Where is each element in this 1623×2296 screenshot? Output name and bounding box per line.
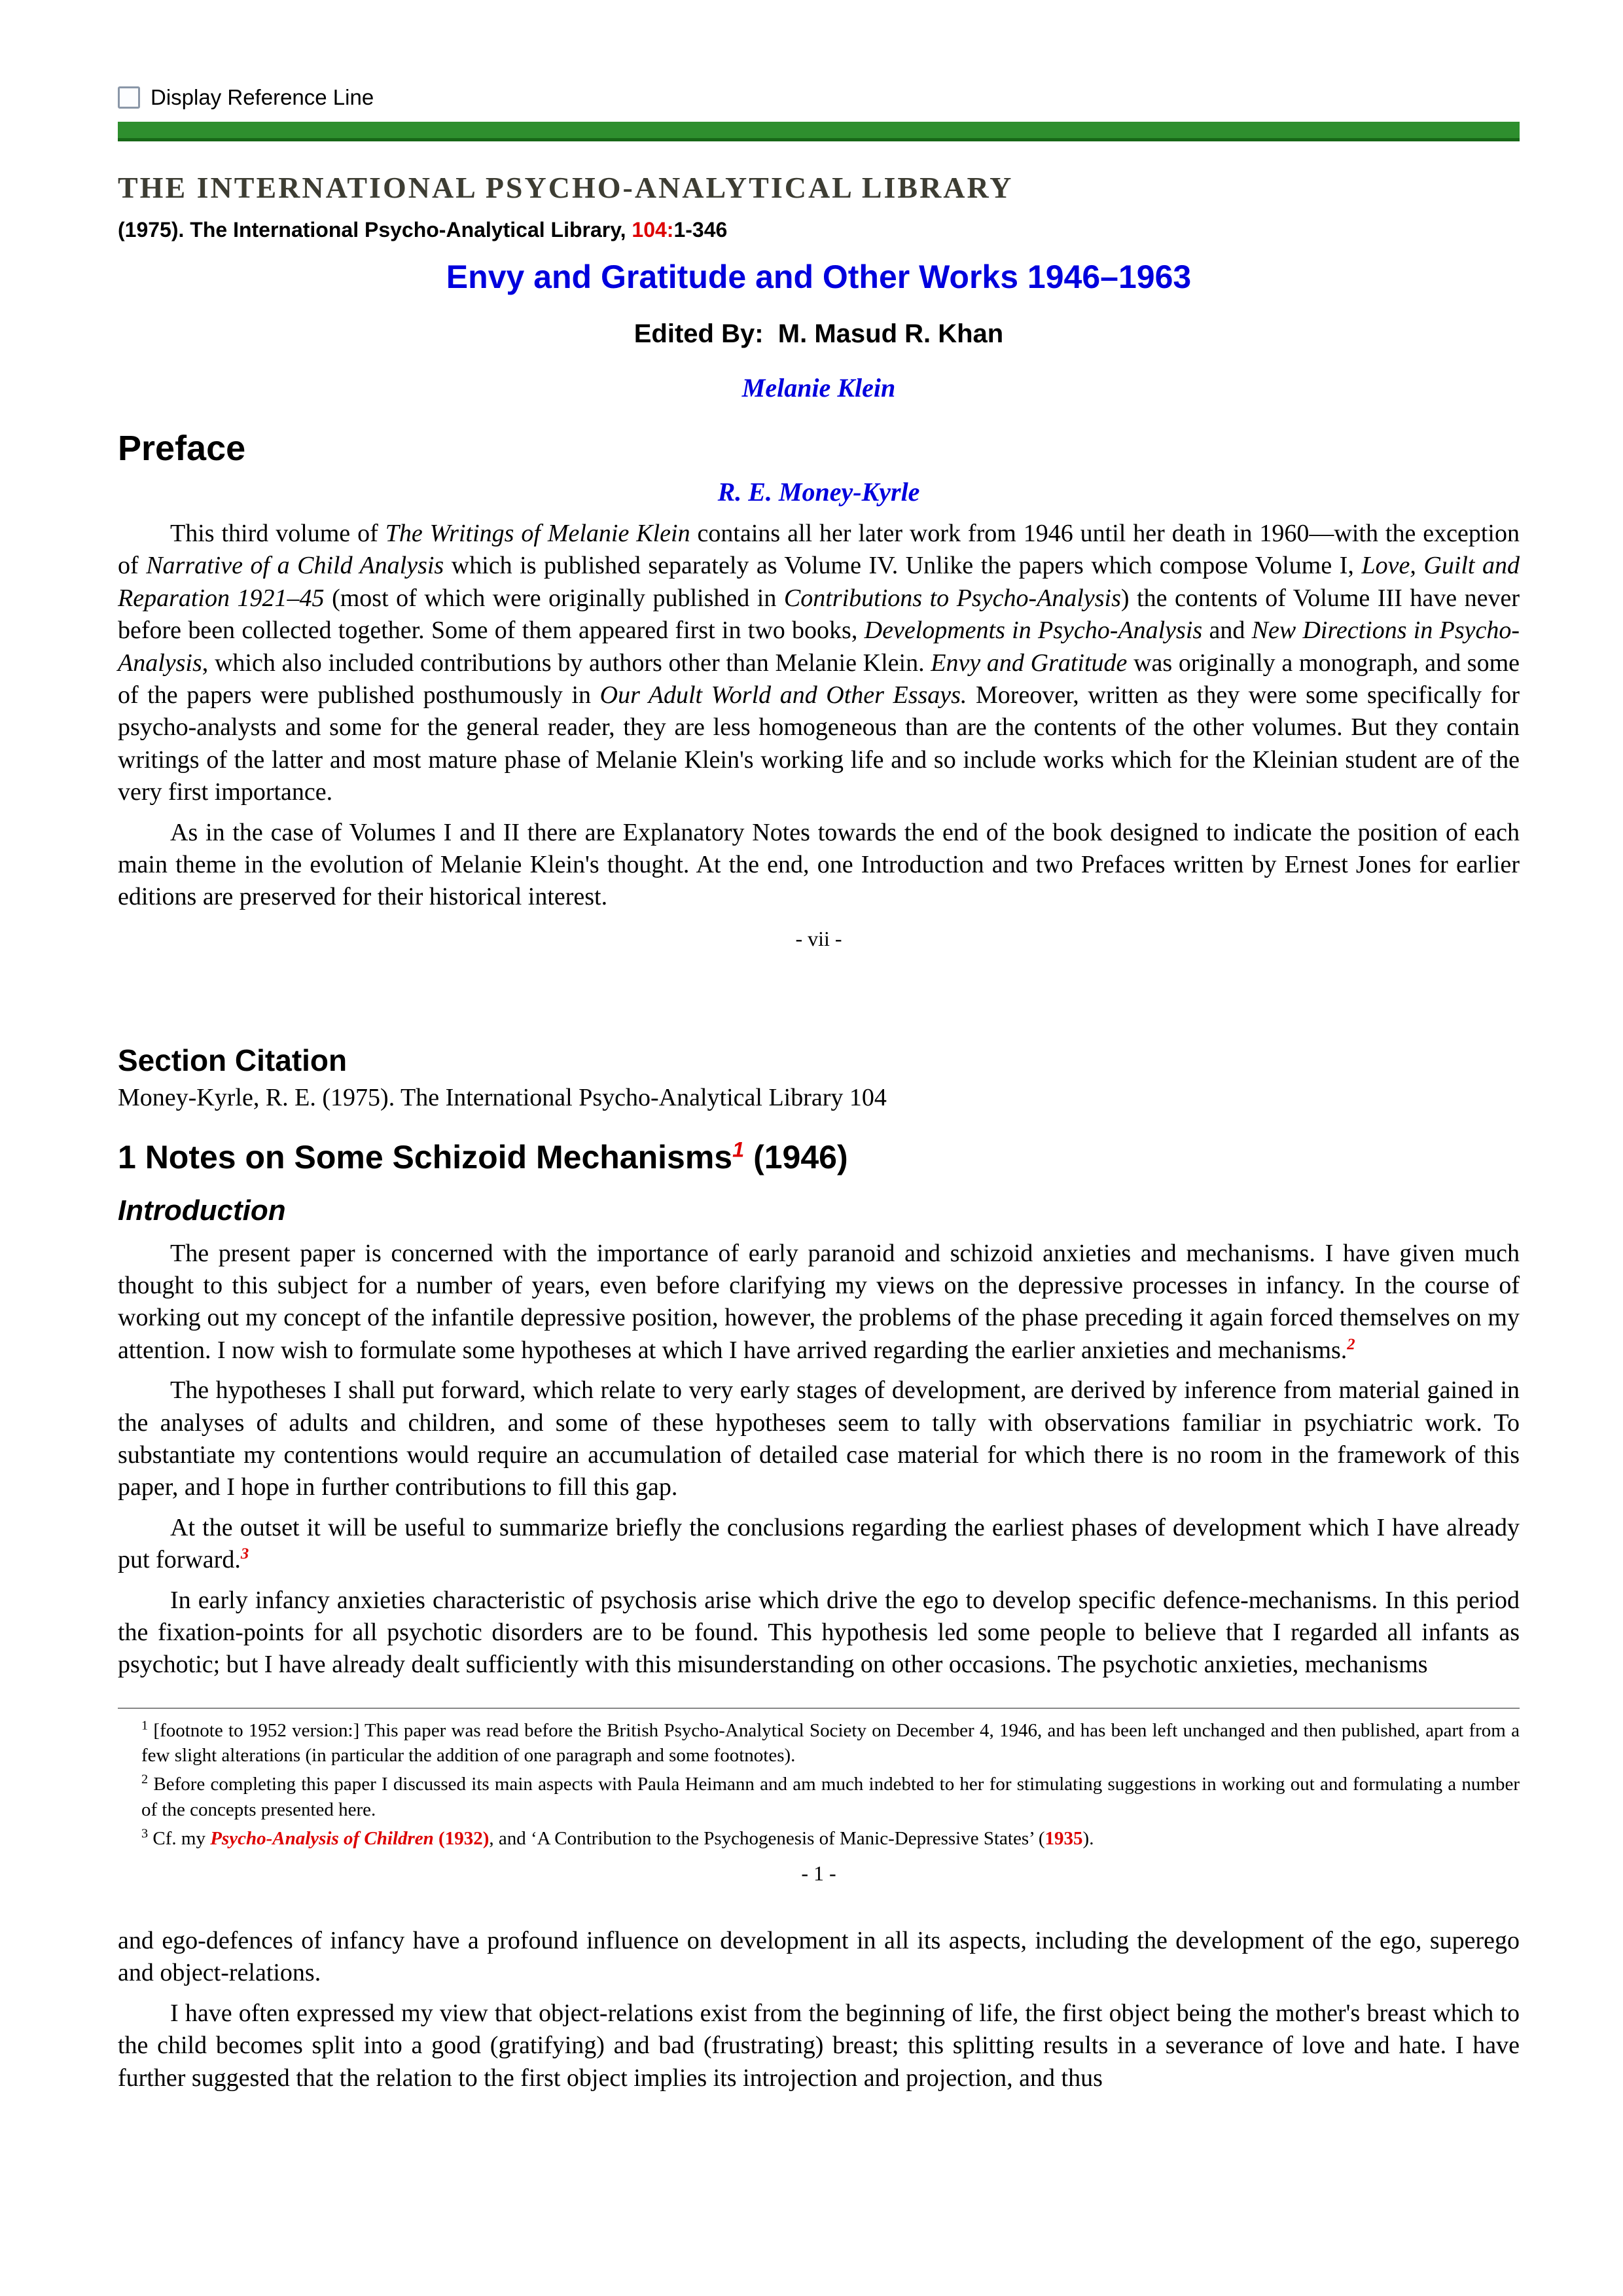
- text-segment: The present paper is concerned with the importance of early paranoid and schizoid anxieties and mechanisms. I have given much thought to this subject for a number of years, even before clarifying my views on the depressive processes in infancy. In the course of working out my concept of the infantile depressive position, however, the problems of the phase preceding it again forced themselves on my attention. I now wish to formulate some hypotheses at which I have arrived regarding the earlier anxieties and mechanisms.: [118, 1239, 1520, 1364]
- text-segment: , and ‘A Contribution to the Psychogenesis of Manic-Depressive States’ (: [489, 1827, 1045, 1849]
- text-segment: Envy and Gratitude: [931, 649, 1128, 677]
- text-segment: 1935: [1044, 1827, 1083, 1849]
- introduction-heading: Introduction: [118, 1194, 286, 1227]
- text-segment: Before completing this paper I discussed its main aspects with Paula Heimann and am much indebted to her for stimulating suggestions in working out and formulating a number of the concepts presented here.: [141, 1774, 1520, 1820]
- article-paragraph: In early infancy anxieties characteristic of psychosis arise which drive the ego to develop specific defence-mechanisms. In this period the fixation-points for all psychotic disorders are to be found. This hypothesis led some people to believe that I regarded all infants as psychotic; but I have already dealt sufficiently with this misunderstanding on other occasions. The psychotic anxieties, mechanisms: [118, 1586, 1520, 1679]
- article-paragraph: The hypotheses I shall put forward, which relate to very early stages of development, are derived by inference from material gained in the analyses of adults and children, and some of these hypotheses seem to tally with observations familiar in psychiatric work. To substantiate my contentions would require an accumulation of detailed case material for which there is no room in the framework of this paper, and I hope in further contributions to fill this gap.: [118, 1376, 1520, 1501]
- text-segment: (most of which were originally published in: [324, 584, 784, 612]
- text-segment: Moreover, written as they were some specifically for psycho-analysts and some for the general reader, they are less homogeneous than are the contents of the other volumes. But they contain writings of the latter and most mature phase of Melanie Klein's working life and so include works which for the Kleinian student are of the very first importance.: [118, 681, 1520, 806]
- text-segment: The Writings of Melanie Klein: [385, 520, 690, 547]
- text-segment: Developments in Psycho-Analysis: [864, 617, 1203, 645]
- toolbar: [118, 85, 1520, 110]
- text-segment: which is published separately as Volume IV. Unlike the papers which compose Volume I,: [444, 552, 1362, 580]
- page-marker-1: - 1 -: [801, 1861, 836, 1886]
- text-segment: At the outset it will be useful to summarize briefly the conclusions regarding the earliest phases of development which I have already put forward.: [118, 1513, 1520, 1574]
- text-segment: Love, Guilt and Reparation 1921–45: [118, 552, 1520, 612]
- library-masthead: THE INTERNATIONAL PSYCHO-ANALYTICAL LIBRARY: [118, 171, 1014, 204]
- text-segment: ) the contents of Volume III have never before been collected together. Some of them appeared first in two books,: [118, 584, 1520, 645]
- page-marker-vii: - vii -: [795, 926, 842, 950]
- article-paragraph: I have often expressed my view that object-relations exist from the beginning of life, the first object being the mother's breast which to the child becomes split into a good (gratifying) and bad (frustrating) breast; this splitting results in a severance of love and hate. I have further suggested that the relation to the first object implies its introjection and projection, and thus: [118, 1999, 1520, 2092]
- display-reference-checkbox[interactable]: [118, 86, 140, 109]
- text-segment: (1932): [433, 1827, 490, 1849]
- text-segment: ).: [1082, 1827, 1094, 1849]
- footnote-block: [118, 1708, 1520, 1851]
- edited-by-line: Edited By: M. Masud R. Khan: [633, 319, 1004, 348]
- article-paragraph: [118, 1238, 1520, 1367]
- text-segment: 1 Notes on Some Schizoid Mechanisms: [118, 1138, 733, 1175]
- footnote-ref[interactable]: 1: [732, 1138, 745, 1162]
- section-citation-text: Money-Kyrle, R. E. (1975). The International Psycho-Analytical Library 104: [118, 1083, 887, 1111]
- text-segment: (1975). The International Psycho-Analytical Library,: [118, 218, 632, 242]
- footnote: [118, 1826, 1520, 1851]
- article-paragraph: [118, 1512, 1520, 1577]
- book-author: Melanie Klein: [741, 373, 896, 403]
- text-segment: Contributions to Psycho-Analysis: [783, 584, 1121, 612]
- text-segment: 1-346: [673, 218, 728, 242]
- text-segment: Psycho-Analysis of Children: [210, 1827, 434, 1849]
- footnote: [118, 1772, 1520, 1822]
- footnote-ref: 3: [141, 1826, 149, 1841]
- text-segment: Cf. my: [148, 1827, 211, 1849]
- footnote: [118, 1718, 1520, 1768]
- text-segment: Our Adult World and Other Essays.: [599, 681, 967, 709]
- text-segment: New Directions in Psycho-Analysis: [118, 617, 1520, 677]
- section-citation-heading: Section Citation: [118, 1043, 348, 1077]
- text-segment: contains all her later work from 1946 until her death in 1960—with the exception of: [118, 520, 1520, 580]
- text-segment: , which also included contributions by authors other than Melanie Klein.: [202, 649, 931, 677]
- footnote-ref: 1: [141, 1718, 149, 1733]
- footnote-ref: 2: [141, 1772, 149, 1787]
- article-title: [118, 1138, 1520, 1176]
- text-segment: Narrative of a Child Analysis: [146, 552, 444, 580]
- article-paragraph: and ego-defences of infancy have a profound influence on development in all its aspects, including the development of the ego, superego and object-relations.: [118, 1927, 1520, 1987]
- preface-heading: Preface: [118, 429, 246, 468]
- text-segment: This third volume of: [170, 520, 385, 547]
- footnote-ref[interactable]: 2: [1347, 1335, 1355, 1354]
- text-segment: (1946): [744, 1138, 848, 1175]
- book-title: Envy and Gratitude and Other Works 1946–1963: [446, 259, 1192, 295]
- preface-paragraph: As in the case of Volumes I and II there are Explanatory Notes towards the end of the book designed to indicate the position of each main theme in the evolution of Melanie Klein's thought. At the end, one Introduction and two Prefaces written by Ernest Jones for earlier editions are preserved for their historical interest.: [118, 818, 1520, 911]
- text-segment: 104:: [632, 218, 674, 242]
- text-segment: and: [1202, 617, 1252, 645]
- volume-citation: [118, 218, 1520, 242]
- green-divider-bar: [118, 122, 1520, 141]
- text-segment: was originally a monograph, and some of the papers were published posthumously in: [118, 649, 1520, 709]
- text-segment: [footnote to 1952 version:] This paper was read before the British Psycho-Analytical Society on December 4, 1946, and has been left unchanged and then published, apart from a few slight alterations (in particular the addition of one paragraph and some footnotes).: [141, 1719, 1520, 1767]
- display-reference-label[interactable]: Display Reference Line: [151, 85, 374, 109]
- footnote-ref[interactable]: 3: [240, 1545, 249, 1563]
- preface-paragraph: [118, 518, 1520, 809]
- preface-author: R. E. Money-Kyrle: [717, 477, 920, 507]
